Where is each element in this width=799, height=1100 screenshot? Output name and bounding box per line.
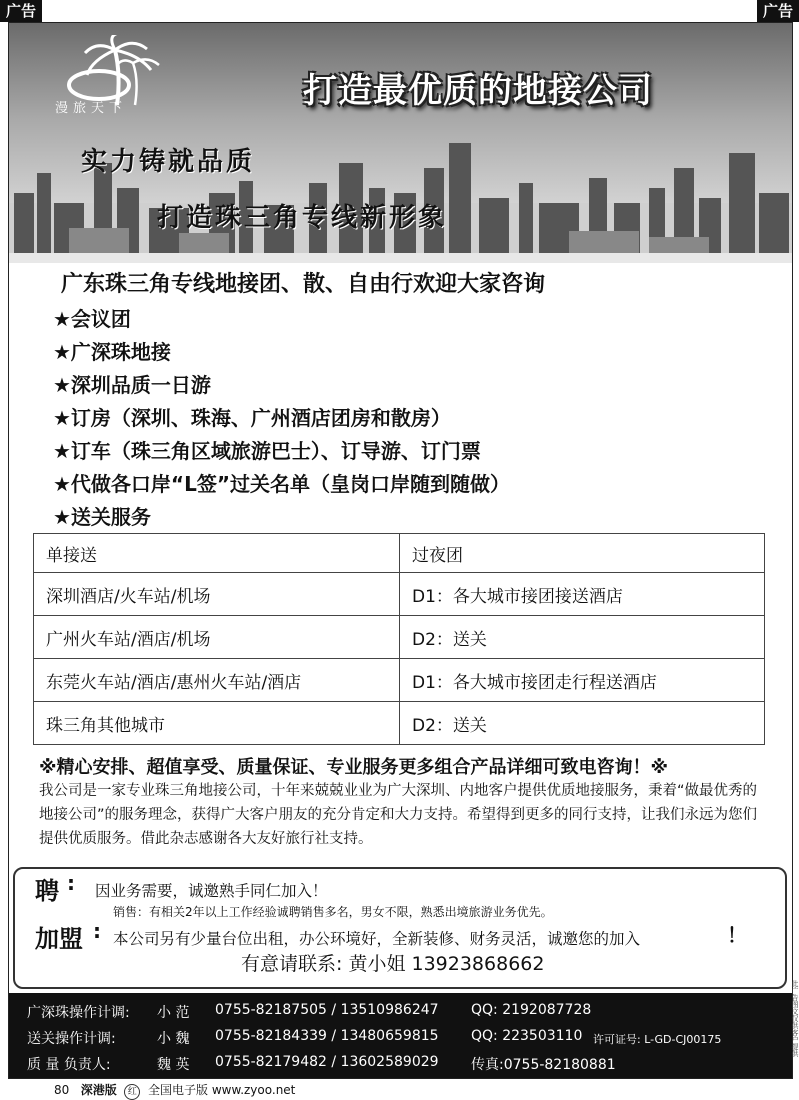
table-header-row xyxy=(34,534,765,573)
join-colon: : xyxy=(93,919,101,943)
company-description: 我公司是一家专业珠三角地接公司，十年来兢兢业业为广大深圳、内地客户提供优质地接服务，秉着“做最优秀的地接公司”的服务理念，获得广大客户朋友的充分肯定和大力支持。希望得到更多的同行支持，让我们永远为您们提供优质服务。借此杂志感谢各大友好旅行社支持。 xyxy=(39,783,758,847)
service-item: ★代做各口岸“L签”过关名单（皇岗口岸随到随做） xyxy=(53,472,510,496)
footer-name: 魏 英 xyxy=(157,1057,190,1073)
table-row xyxy=(34,702,765,745)
service-item: ★会议团 xyxy=(53,307,131,331)
join-mark: ！ xyxy=(727,923,747,947)
table-cell: D2：送关 xyxy=(400,702,765,745)
service-item: ★送关服务 xyxy=(53,505,151,529)
footer-role: 送关操作计调: xyxy=(27,1031,116,1047)
table-cell: 珠三角其他城市 xyxy=(34,702,400,745)
recruit-text: 因业务需要，诚邀熟手同仁加入！ xyxy=(95,882,328,900)
footer-name: 小 范 xyxy=(157,1005,190,1021)
table-cell: D1：各大城市接团走行程送酒店 xyxy=(400,659,765,702)
service-note: ※精心安排、超值享受、质量保证、专业服务更多组合产品详细可致电咨询！※ xyxy=(39,757,668,778)
edition-badge-icon: 红 xyxy=(124,1084,140,1100)
footer-role: 广深珠操作计调: xyxy=(27,1005,130,1021)
table-cell: 深圳酒店/火车站/机场 xyxy=(34,573,400,616)
banner xyxy=(9,23,792,263)
recruit-label: 聘 xyxy=(35,877,59,905)
site-link[interactable]: 全国电子版 www.zyoo.net xyxy=(148,1083,296,1097)
banner-headline: 打造最优质的地接公司 xyxy=(303,71,653,111)
banner-slogan-1: 实力铸就品质 xyxy=(81,147,256,177)
service-item: ★订房（深圳、珠海、广州酒店团房和散房） xyxy=(53,406,451,430)
ad-frame xyxy=(8,22,793,1079)
edition-label: 深港版 xyxy=(80,1083,117,1097)
join-label: 加盟 xyxy=(35,925,83,953)
logo-text: 漫旅天下 xyxy=(55,101,128,116)
table-cell: D1：各大城市接团接送酒店 xyxy=(400,573,765,616)
side-note: 此广告图文仅供客户提供 xyxy=(791,980,799,1057)
join-text: 本公司另有少量台位出租，办公环境好，全新装修、财务灵活，诚邀您的加入 xyxy=(113,930,641,948)
ad-tag-right: 广告 xyxy=(757,0,799,22)
table-header: 单接送 xyxy=(34,534,400,573)
footer-fax: 传真:0755-82180881 xyxy=(471,1057,616,1073)
page-number: 80 xyxy=(54,1083,70,1097)
footer-contacts xyxy=(9,993,792,1078)
footer-phones: 0755-82184339 / 13480659815 xyxy=(215,1028,439,1044)
ad-tag-left: 广告 xyxy=(0,0,42,22)
page-footer xyxy=(54,1081,295,1100)
footer-phones: 0755-82187505 / 13510986247 xyxy=(215,1002,439,1018)
table-cell: 东莞火车站/酒店/惠州火车站/酒店 xyxy=(34,659,400,702)
contact-line: 有意请联系: 黄小姐 13923868662 xyxy=(241,953,545,975)
footer-qq: QQ: 223503110 xyxy=(471,1028,583,1044)
table-cell: 广州火车站/酒店/机场 xyxy=(34,616,400,659)
intro-heading: 广东珠三角专线地接团、散、自由行欢迎大家咨询 xyxy=(61,272,546,297)
table-cell: D2：送关 xyxy=(400,616,765,659)
service-item: ★深圳品质一日游 xyxy=(53,373,211,397)
recruit-detail: 销售：有相关2年以上工作经验诚聘销售多名，男女不限，熟悉出境旅游业务优先。 xyxy=(113,905,553,919)
table-row xyxy=(34,573,765,616)
route-table xyxy=(33,533,765,745)
footer-name: 小 魏 xyxy=(157,1031,190,1047)
table-header: 过夜团 xyxy=(400,534,765,573)
footer-role: 质 量 负责人: xyxy=(27,1057,111,1073)
footer-phones: 0755-82179482 / 13602589029 xyxy=(215,1054,439,1070)
recruit-colon: : xyxy=(67,871,75,895)
table-row xyxy=(34,616,765,659)
footer-qq: QQ: 2192087728 xyxy=(471,1002,592,1018)
footer-license: 许可证号: L-GD-CJ00175 xyxy=(593,1033,722,1046)
service-item: ★订车（珠三角区域旅游巴士）、订导游、订门票 xyxy=(53,439,481,463)
banner-slogan-2: 打造珠三角专线新形象 xyxy=(157,203,448,233)
table-row xyxy=(34,659,765,702)
service-item: ★广深珠地接 xyxy=(53,340,171,364)
